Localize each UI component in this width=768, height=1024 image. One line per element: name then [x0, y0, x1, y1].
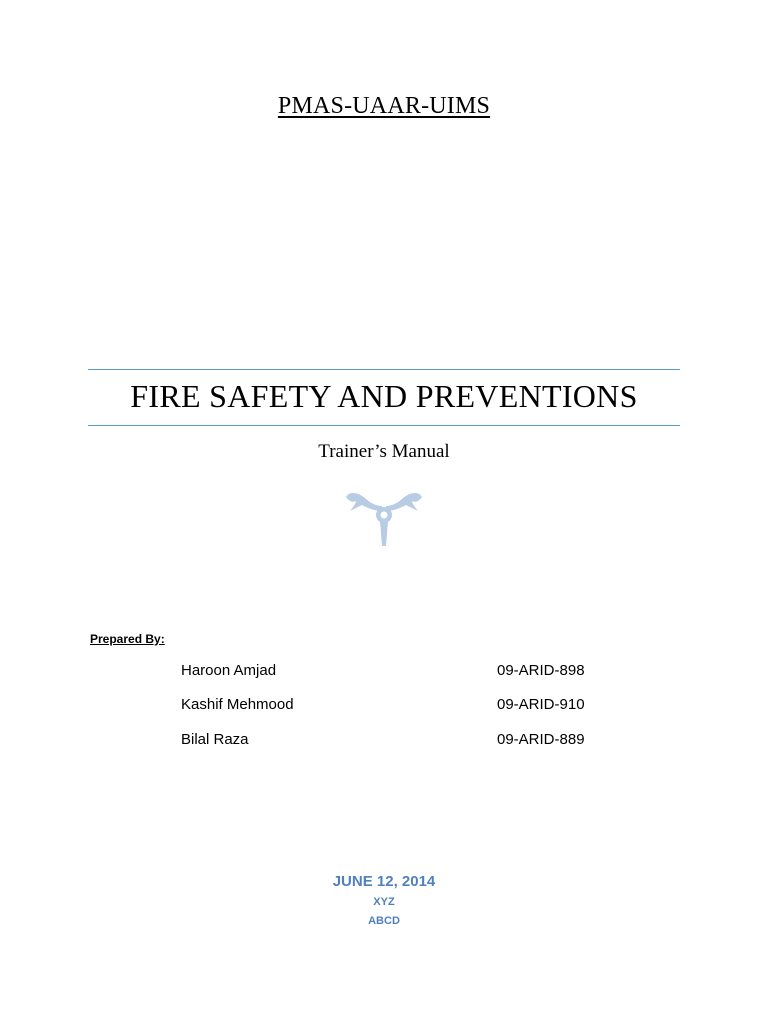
author-name: Bilal Raza — [181, 731, 249, 748]
author-id: 09-ARID-889 — [497, 731, 585, 748]
author-row — [0, 696, 768, 718]
prepared-by-label: Prepared By: — [90, 632, 165, 646]
author-row — [0, 731, 768, 753]
document-subtitle: Trainer’s Manual — [318, 441, 450, 462]
title-rule-bottom — [88, 425, 680, 426]
logo-emblem-icon — [344, 491, 424, 547]
emblem-left-wing — [346, 493, 382, 511]
author-row — [0, 662, 768, 684]
institution-heading: PMAS-UAAR-UIMS — [277, 93, 491, 119]
author-id: 09-ARID-910 — [497, 696, 585, 713]
footer-line-1: XYZ — [373, 896, 395, 908]
title-rule-top — [88, 369, 680, 370]
document-title: FIRE SAFETY AND PREVENTIONS — [130, 378, 638, 414]
emblem-right-wing — [386, 493, 422, 511]
author-id: 09-ARID-898 — [497, 662, 585, 679]
document-date: JUNE 12, 2014 — [332, 873, 436, 890]
emblem-stem — [380, 521, 388, 546]
author-name: Haroon Amjad — [181, 662, 277, 679]
author-name: Kashif Mehmood — [181, 696, 294, 713]
footer-line-2: ABCD — [368, 915, 400, 927]
